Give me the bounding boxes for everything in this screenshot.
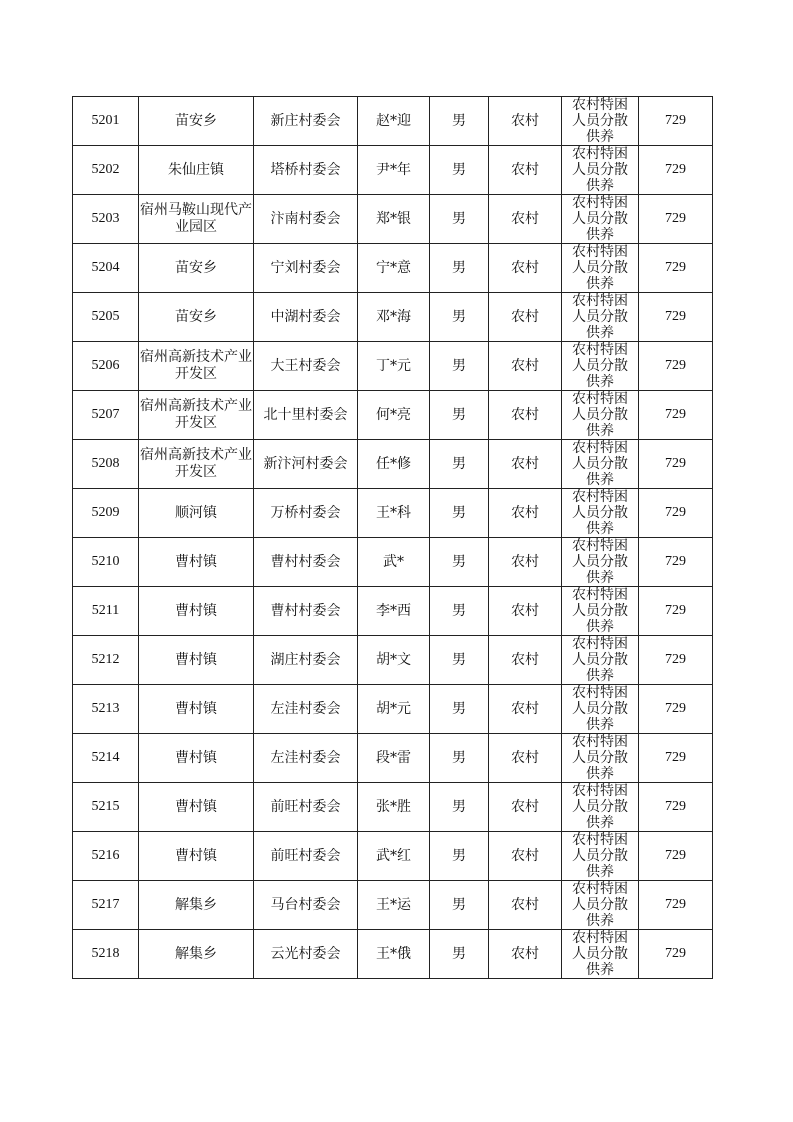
cell-person-name: 郑*银 <box>358 195 430 244</box>
support-type-text: 农村特困人员分散供养 <box>572 685 628 733</box>
cell-serial-number: 5206 <box>73 342 139 391</box>
support-type-text: 农村特困人员分散供养 <box>572 391 628 439</box>
cell-village-committee: 曹村村委会 <box>254 587 358 636</box>
cell-serial-number: 5213 <box>73 685 139 734</box>
cell-town: 宿州高新技术产业开发区 <box>139 342 254 391</box>
cell-household-area: 农村 <box>489 881 562 930</box>
cell-household-area: 农村 <box>489 832 562 881</box>
cell-amount: 729 <box>639 146 713 195</box>
cell-village-committee: 马台村委会 <box>254 881 358 930</box>
support-type-text: 农村特困人员分散供养 <box>572 832 628 880</box>
cell-person-name: 邓*海 <box>358 293 430 342</box>
cell-village-committee: 前旺村委会 <box>254 832 358 881</box>
cell-village-committee: 云光村委会 <box>254 930 358 979</box>
cell-person-name: 丁*元 <box>358 342 430 391</box>
table-row <box>73 636 713 685</box>
cell-support-type <box>562 538 639 587</box>
support-type-text: 农村特困人员分散供养 <box>572 734 628 782</box>
cell-household-area: 农村 <box>489 440 562 489</box>
support-type-text: 农村特困人员分散供养 <box>572 538 628 586</box>
cell-town: 宿州高新技术产业开发区 <box>139 440 254 489</box>
cell-household-area: 农村 <box>489 734 562 783</box>
cell-household-area: 农村 <box>489 391 562 440</box>
cell-village-committee: 曹村村委会 <box>254 538 358 587</box>
table-row <box>73 195 713 244</box>
cell-person-name: 何*亮 <box>358 391 430 440</box>
cell-serial-number: 5215 <box>73 783 139 832</box>
cell-support-type <box>562 881 639 930</box>
table-body <box>73 97 713 979</box>
cell-person-name: 赵*迎 <box>358 97 430 146</box>
cell-gender: 男 <box>430 97 489 146</box>
cell-serial-number: 5209 <box>73 489 139 538</box>
cell-village-committee: 宁刘村委会 <box>254 244 358 293</box>
cell-support-type <box>562 636 639 685</box>
cell-village-committee: 左洼村委会 <box>254 685 358 734</box>
cell-household-area: 农村 <box>489 342 562 391</box>
table-row <box>73 391 713 440</box>
cell-household-area: 农村 <box>489 587 562 636</box>
cell-person-name: 胡*文 <box>358 636 430 685</box>
cell-person-name: 王*俄 <box>358 930 430 979</box>
support-type-text: 农村特困人员分散供养 <box>572 342 628 390</box>
cell-serial-number: 5217 <box>73 881 139 930</box>
cell-support-type <box>562 685 639 734</box>
support-type-text: 农村特困人员分散供养 <box>572 587 628 635</box>
cell-household-area: 农村 <box>489 930 562 979</box>
table-row <box>73 587 713 636</box>
cell-support-type <box>562 293 639 342</box>
cell-serial-number: 5207 <box>73 391 139 440</box>
cell-village-committee: 前旺村委会 <box>254 783 358 832</box>
cell-support-type <box>562 930 639 979</box>
cell-household-area: 农村 <box>489 636 562 685</box>
cell-amount: 729 <box>639 293 713 342</box>
cell-town: 解集乡 <box>139 930 254 979</box>
support-type-text: 农村特困人员分散供养 <box>572 930 628 978</box>
cell-support-type <box>562 97 639 146</box>
cell-household-area: 农村 <box>489 97 562 146</box>
cell-gender: 男 <box>430 734 489 783</box>
support-type-text: 农村特困人员分散供养 <box>572 244 628 292</box>
cell-household-area: 农村 <box>489 538 562 587</box>
cell-household-area: 农村 <box>489 783 562 832</box>
cell-village-committee: 塔桥村委会 <box>254 146 358 195</box>
cell-support-type <box>562 783 639 832</box>
cell-amount: 729 <box>639 538 713 587</box>
support-type-text: 农村特困人员分散供养 <box>572 293 628 341</box>
cell-town: 曹村镇 <box>139 734 254 783</box>
cell-amount: 729 <box>639 587 713 636</box>
cell-amount: 729 <box>639 244 713 293</box>
cell-amount: 729 <box>639 685 713 734</box>
cell-village-committee: 新庄村委会 <box>254 97 358 146</box>
cell-serial-number: 5218 <box>73 930 139 979</box>
cell-town: 宿州马鞍山现代产业园区 <box>139 195 254 244</box>
table-row <box>73 97 713 146</box>
cell-village-committee: 汴南村委会 <box>254 195 358 244</box>
cell-town: 苗安乡 <box>139 293 254 342</box>
table-row <box>73 244 713 293</box>
cell-amount: 729 <box>639 881 713 930</box>
cell-town: 曹村镇 <box>139 587 254 636</box>
cell-serial-number: 5214 <box>73 734 139 783</box>
cell-gender: 男 <box>430 881 489 930</box>
cell-gender: 男 <box>430 293 489 342</box>
cell-village-committee: 大王村委会 <box>254 342 358 391</box>
cell-village-committee: 中湖村委会 <box>254 293 358 342</box>
support-type-text: 农村特困人员分散供养 <box>572 489 628 537</box>
cell-town: 顺河镇 <box>139 489 254 538</box>
cell-amount: 729 <box>639 783 713 832</box>
cell-person-name: 宁*意 <box>358 244 430 293</box>
cell-amount: 729 <box>639 342 713 391</box>
cell-serial-number: 5204 <box>73 244 139 293</box>
support-type-text: 农村特困人员分散供养 <box>572 783 628 831</box>
cell-serial-number: 5205 <box>73 293 139 342</box>
cell-town: 苗安乡 <box>139 244 254 293</box>
table-row <box>73 538 713 587</box>
cell-person-name: 段*雷 <box>358 734 430 783</box>
cell-person-name: 武* <box>358 538 430 587</box>
cell-support-type <box>562 440 639 489</box>
cell-person-name: 李*西 <box>358 587 430 636</box>
cell-serial-number: 5202 <box>73 146 139 195</box>
cell-serial-number: 5216 <box>73 832 139 881</box>
cell-support-type <box>562 195 639 244</box>
support-type-text: 农村特困人员分散供养 <box>572 881 628 929</box>
cell-amount: 729 <box>639 930 713 979</box>
cell-town: 曹村镇 <box>139 538 254 587</box>
support-type-text: 农村特困人员分散供养 <box>572 440 628 488</box>
cell-amount: 729 <box>639 489 713 538</box>
cell-village-committee: 新汴河村委会 <box>254 440 358 489</box>
cell-serial-number: 5210 <box>73 538 139 587</box>
cell-amount: 729 <box>639 195 713 244</box>
table-row <box>73 832 713 881</box>
cell-town: 曹村镇 <box>139 832 254 881</box>
cell-gender: 男 <box>430 440 489 489</box>
cell-gender: 男 <box>430 244 489 293</box>
cell-household-area: 农村 <box>489 293 562 342</box>
cell-person-name: 尹*年 <box>358 146 430 195</box>
cell-person-name: 王*科 <box>358 489 430 538</box>
cell-serial-number: 5208 <box>73 440 139 489</box>
cell-household-area: 农村 <box>489 685 562 734</box>
cell-gender: 男 <box>430 636 489 685</box>
cell-town: 解集乡 <box>139 881 254 930</box>
table-row <box>73 930 713 979</box>
cell-person-name: 任*修 <box>358 440 430 489</box>
support-type-text: 农村特困人员分散供养 <box>572 195 628 243</box>
cell-serial-number: 5203 <box>73 195 139 244</box>
cell-town: 朱仙庄镇 <box>139 146 254 195</box>
cell-support-type <box>562 391 639 440</box>
table-row <box>73 489 713 538</box>
cell-gender: 男 <box>430 685 489 734</box>
cell-town: 曹村镇 <box>139 636 254 685</box>
table-row <box>73 734 713 783</box>
cell-household-area: 农村 <box>489 489 562 538</box>
cell-gender: 男 <box>430 832 489 881</box>
cell-gender: 男 <box>430 146 489 195</box>
cell-household-area: 农村 <box>489 195 562 244</box>
recipient-table <box>72 96 713 979</box>
cell-village-committee: 北十里村委会 <box>254 391 358 440</box>
cell-support-type <box>562 734 639 783</box>
cell-village-committee: 左洼村委会 <box>254 734 358 783</box>
cell-person-name: 胡*元 <box>358 685 430 734</box>
cell-support-type <box>562 832 639 881</box>
cell-gender: 男 <box>430 391 489 440</box>
cell-amount: 729 <box>639 440 713 489</box>
cell-support-type <box>562 244 639 293</box>
cell-person-name: 武*红 <box>358 832 430 881</box>
cell-gender: 男 <box>430 195 489 244</box>
cell-support-type <box>562 489 639 538</box>
support-type-text: 农村特困人员分散供养 <box>572 146 628 194</box>
cell-gender: 男 <box>430 930 489 979</box>
cell-support-type <box>562 146 639 195</box>
table-row <box>73 342 713 391</box>
table-row <box>73 685 713 734</box>
cell-gender: 男 <box>430 342 489 391</box>
cell-amount: 729 <box>639 734 713 783</box>
cell-household-area: 农村 <box>489 244 562 293</box>
cell-gender: 男 <box>430 783 489 832</box>
cell-person-name: 张*胜 <box>358 783 430 832</box>
cell-town: 曹村镇 <box>139 783 254 832</box>
cell-gender: 男 <box>430 489 489 538</box>
cell-amount: 729 <box>639 391 713 440</box>
table-row <box>73 440 713 489</box>
cell-support-type <box>562 587 639 636</box>
cell-village-committee: 湖庄村委会 <box>254 636 358 685</box>
cell-serial-number: 5211 <box>73 587 139 636</box>
cell-gender: 男 <box>430 587 489 636</box>
recipient-table-container <box>72 96 713 979</box>
cell-village-committee: 万桥村委会 <box>254 489 358 538</box>
cell-town: 曹村镇 <box>139 685 254 734</box>
cell-household-area: 农村 <box>489 146 562 195</box>
table-row <box>73 881 713 930</box>
cell-amount: 729 <box>639 636 713 685</box>
table-row <box>73 146 713 195</box>
cell-person-name: 王*运 <box>358 881 430 930</box>
cell-town: 宿州高新技术产业开发区 <box>139 391 254 440</box>
table-row <box>73 293 713 342</box>
cell-amount: 729 <box>639 832 713 881</box>
cell-town: 苗安乡 <box>139 97 254 146</box>
cell-serial-number: 5201 <box>73 97 139 146</box>
table-row <box>73 783 713 832</box>
cell-serial-number: 5212 <box>73 636 139 685</box>
cell-gender: 男 <box>430 538 489 587</box>
support-type-text: 农村特困人员分散供养 <box>572 636 628 684</box>
support-type-text: 农村特困人员分散供养 <box>572 97 628 145</box>
cell-support-type <box>562 342 639 391</box>
cell-amount: 729 <box>639 97 713 146</box>
